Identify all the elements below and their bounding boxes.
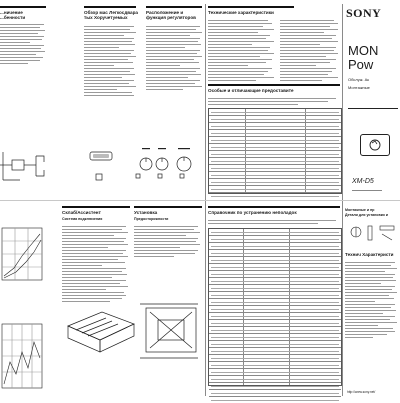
table-row <box>209 320 341 327</box>
frequency-graph-upper <box>0 226 46 286</box>
mounting-title-a: Монтажные и пр <box>345 208 375 212</box>
table-row <box>209 179 341 186</box>
tech-specs-text-right <box>280 20 340 81</box>
table-row <box>209 299 341 306</box>
precautions-intro <box>208 98 340 105</box>
table-row <box>209 264 341 271</box>
table-row <box>209 186 341 193</box>
table-row <box>209 144 341 151</box>
sony-logo: SONY <box>346 6 382 20</box>
table-row <box>209 130 341 137</box>
col2-title-b: тых Хоручетуемых <box>84 15 128 20</box>
col1-text-block <box>0 24 46 64</box>
recycle-icon <box>361 135 389 155</box>
precautions-header <box>208 84 340 93</box>
controls-panel-illustration <box>84 140 204 196</box>
table-row <box>209 285 341 292</box>
mounting-parts-illustration <box>346 220 398 246</box>
install-text-block <box>134 226 202 257</box>
col3-header <box>146 6 204 20</box>
cover-title-line1: MON <box>348 43 379 58</box>
header-rule <box>134 206 202 208</box>
header-rule <box>208 6 294 8</box>
install-header <box>134 206 204 221</box>
table-row <box>209 229 341 236</box>
connection-text-block <box>62 226 130 302</box>
cover-language-line1: Обслуж. Ак <box>348 77 370 82</box>
col1-title-b: ...бенности <box>0 15 26 20</box>
table-row <box>209 271 341 278</box>
footer-url: http://www.sony.net/ <box>347 390 376 394</box>
precautions-title: Особые и отличающие предоставите <box>208 88 294 93</box>
col3-title-b: функция регуляторов <box>146 15 196 20</box>
connection-subtitle: Система подключения <box>62 217 103 221</box>
precautions-table <box>208 108 342 194</box>
troubleshoot-intro <box>208 220 340 224</box>
table-row <box>209 137 341 144</box>
troubleshoot-header <box>208 206 340 215</box>
tech-right-title: Технич Характеристи <box>345 252 394 257</box>
table-row <box>209 341 341 348</box>
table-row <box>209 243 341 250</box>
frequency-graph-lower <box>0 322 46 392</box>
connection-title: Склаб/Ассистент <box>62 210 101 215</box>
header-rule <box>62 206 130 208</box>
cover-title-line2: Pow <box>348 57 374 72</box>
fold-line <box>0 200 400 201</box>
col3-title-a: Расположение и <box>146 10 184 15</box>
table-row <box>209 369 341 376</box>
cover-language-line2: Монтажные <box>348 85 370 90</box>
table-row <box>209 193 341 199</box>
wiring-schematic <box>0 150 48 186</box>
header-rule <box>208 84 340 86</box>
table-row <box>209 250 341 257</box>
header-rule <box>208 206 340 208</box>
connection-header <box>62 206 132 221</box>
table-row <box>209 355 341 362</box>
amplifier-install-illustration <box>62 296 204 368</box>
tech-specs-header <box>208 6 294 15</box>
header-rule <box>146 6 202 8</box>
col1-header <box>0 6 48 20</box>
tech-specs-title: Технические характеристики <box>208 10 274 15</box>
troubleshoot-table <box>208 228 342 386</box>
troubleshoot-title: Справочник по устранению неполадок <box>208 210 297 215</box>
mounting-title-b: Детали для установки и <box>345 213 388 217</box>
table-row <box>209 348 341 355</box>
table-row <box>209 327 341 334</box>
cover-rule <box>348 108 398 109</box>
table-row <box>209 172 341 179</box>
header-rule <box>84 6 136 8</box>
table-row <box>209 313 341 320</box>
table-row <box>209 390 341 397</box>
table-row <box>209 109 341 116</box>
header-rule <box>0 6 46 8</box>
col3-text-block <box>146 26 202 90</box>
tech-right-text <box>345 262 397 338</box>
table-row <box>209 292 341 299</box>
table-row <box>209 383 341 390</box>
table-row <box>209 236 341 243</box>
table-row <box>209 158 341 165</box>
install-title: Установка <box>134 210 158 215</box>
table-row <box>209 362 341 369</box>
tech-specs-text-left <box>208 20 276 81</box>
recycle-mark <box>360 134 390 156</box>
table-row <box>209 165 341 172</box>
cover-small-rule <box>352 190 382 191</box>
table-row <box>209 257 341 264</box>
col2-text-block <box>84 26 136 96</box>
cover-model: XM-D5 <box>352 178 374 185</box>
table-row <box>209 278 341 285</box>
table-row <box>209 116 341 123</box>
col1-title-a: ...ничение <box>0 10 23 15</box>
table-row <box>209 397 341 403</box>
table-row <box>209 151 341 158</box>
table-row <box>209 306 341 313</box>
col2-title-a: Обзор мас Легкосдвара <box>84 10 138 15</box>
table-row <box>209 123 341 130</box>
install-subtitle: Предосторожности <box>134 217 169 221</box>
col2-header <box>84 6 138 20</box>
table-row <box>209 376 341 383</box>
table-row <box>209 334 341 341</box>
